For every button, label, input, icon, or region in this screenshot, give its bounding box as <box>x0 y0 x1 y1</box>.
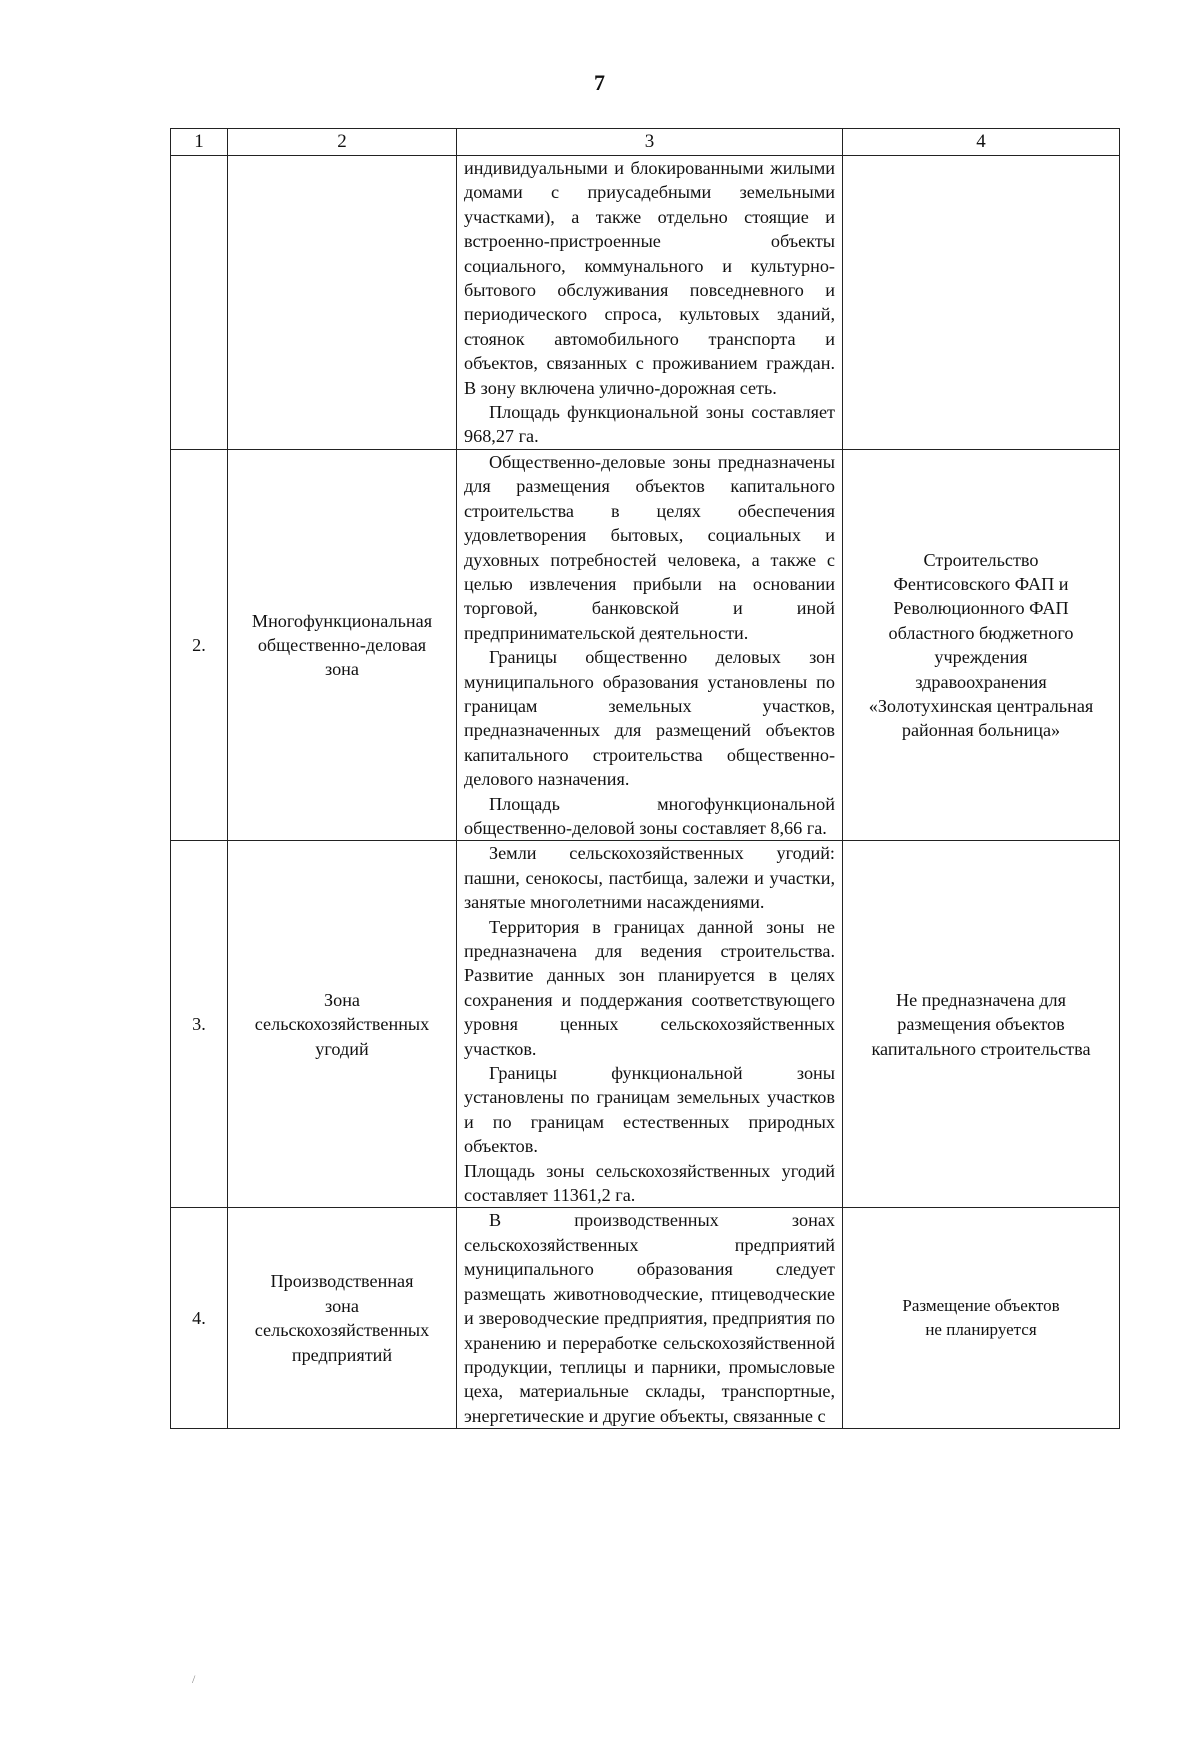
column-header-2: 2 <box>228 129 457 156</box>
column-header-1: 1 <box>171 129 228 156</box>
description-paragraph: Границы общественно деловых зон муниципального образования установлены по границам земельных участков, предназначенных для размещений объектов капитального строительства общественно-делового назначения. <box>464 647 835 790</box>
table-header-row <box>171 129 1120 156</box>
planned-objects-line: размещения объектов <box>897 1014 1065 1035</box>
zone-name-line: зона <box>325 1295 359 1316</box>
row-number <box>171 156 228 450</box>
planned-objects-line: учреждения <box>934 647 1028 668</box>
zone-name-line: предприятий <box>291 1344 393 1365</box>
row-number: 4. <box>171 1208 228 1429</box>
page-number: 7 <box>594 70 606 95</box>
zone-name-cell <box>228 449 457 841</box>
zone-name-cell <box>228 841 457 1208</box>
planned-objects-line: не планируется <box>925 1320 1037 1340</box>
planned-objects-cell <box>843 156 1120 450</box>
zone-name-cell <box>228 156 457 450</box>
zones-table <box>170 128 1120 1429</box>
zone-description-cell <box>457 449 843 841</box>
planned-objects-line: Фентисовского ФАП и <box>893 573 1069 594</box>
planned-objects-line: Размещение объектов <box>902 1295 1060 1315</box>
zone-name-cell <box>228 1208 457 1429</box>
description-paragraph: Площадь функциональной зоны составляет 968,27 га. <box>464 402 835 447</box>
description-paragraph: Земли сельскохозяйственных угодий: пашни, сенокосы, пастбища, залежи и участки, занятые многолетними насаждениями. <box>464 843 835 913</box>
description-paragraph: Площадь зоны сельскохозяйственных угодий составляет 11361,2 га. <box>464 1160 835 1206</box>
planned-objects-line: капитального строительства <box>871 1038 1091 1059</box>
zone-name-line: сельскохозяйственных <box>254 1320 430 1341</box>
zone-name-line: сельскохозяйственных <box>254 1014 430 1035</box>
column-header-4: 4 <box>843 129 1120 156</box>
description-paragraph: Общественно-деловые зоны предназначены для размещения объектов капитального строительства в целях обеспечения удовлетворения бытовых, социальных и духовных потребностей человека, а также с целью извлечения прибыли на основании торговой, банковской и иной предпринимательской деятельности. <box>464 451 835 643</box>
planned-objects-line: Строительство <box>923 549 1039 570</box>
table-row <box>171 156 1120 450</box>
table-row <box>171 841 1120 1208</box>
scan-mark: / <box>192 1672 196 1686</box>
table-row <box>171 1208 1120 1429</box>
row-number: 3. <box>171 841 228 1208</box>
zone-description-cell <box>457 841 843 1208</box>
zone-name-line: угодий <box>315 1038 369 1059</box>
zone-name-line: общественно-деловая <box>257 634 427 655</box>
description-paragraph: индивидуальными и блокированными жилыми домами с приусадебными земельными участками), а также отдельно стоящие и встроенно-пристроенные объекты социального, коммунального и культурно-бытового обслуживания повседневного и периодического спроса, культовых зданий, стоянок автомобильного транспорта и объектов, связанных с проживанием граждан. В зону включена улично-дорожная сеть. <box>464 158 835 398</box>
column-header-3: 3 <box>457 129 843 156</box>
zone-name-line: Зона <box>323 989 360 1010</box>
planned-objects-line: здравоохранения <box>915 671 1047 692</box>
zone-name-line: Многофункциональная <box>251 610 433 631</box>
row-number: 2. <box>171 449 228 841</box>
description-paragraph: Площадь многофункциональной общественно-деловой зоны составляет 8,66 га. <box>464 793 835 838</box>
planned-objects-line: «Золотухинская центральная <box>868 695 1094 716</box>
description-paragraph: В производственных зонах сельскохозяйственных предприятий муниципального образования следует размещать животноводческие, птицеводческие и звероводческие предприятия, предприятия по хранению и переработке сельскохозяйственной продукции, теплицы и парники, промысловые цеха, материальные склады, транспортные, энергетические и другие объекты, связанные с <box>464 1210 835 1426</box>
zone-name-line: Производственная <box>270 1271 414 1292</box>
planned-objects-line: областного бюджетного <box>888 622 1074 643</box>
description-paragraph: Границы функциональной зоны установлены по границам земельных участков и по границам естественных природных объектов. <box>464 1063 835 1157</box>
zone-description-cell <box>457 1208 843 1429</box>
zone-description-cell <box>457 156 843 450</box>
zone-name-line: зона <box>325 659 359 680</box>
planned-objects-line: районная больница» <box>901 720 1061 741</box>
planned-objects-cell <box>843 1208 1120 1429</box>
planned-objects-cell <box>843 449 1120 841</box>
table-row <box>171 449 1120 841</box>
planned-objects-line: Не предназначена для <box>895 989 1066 1010</box>
description-paragraph: Территория в границах данной зоны не предназначена для ведения строительства. Развитие данных зон планируется в целях сохранения и поддержания соответствующего уровня ценных сельскохозяйственных участков. <box>464 916 835 1059</box>
planned-objects-line: Революционного ФАП <box>893 598 1069 619</box>
planned-objects-cell <box>843 841 1120 1208</box>
